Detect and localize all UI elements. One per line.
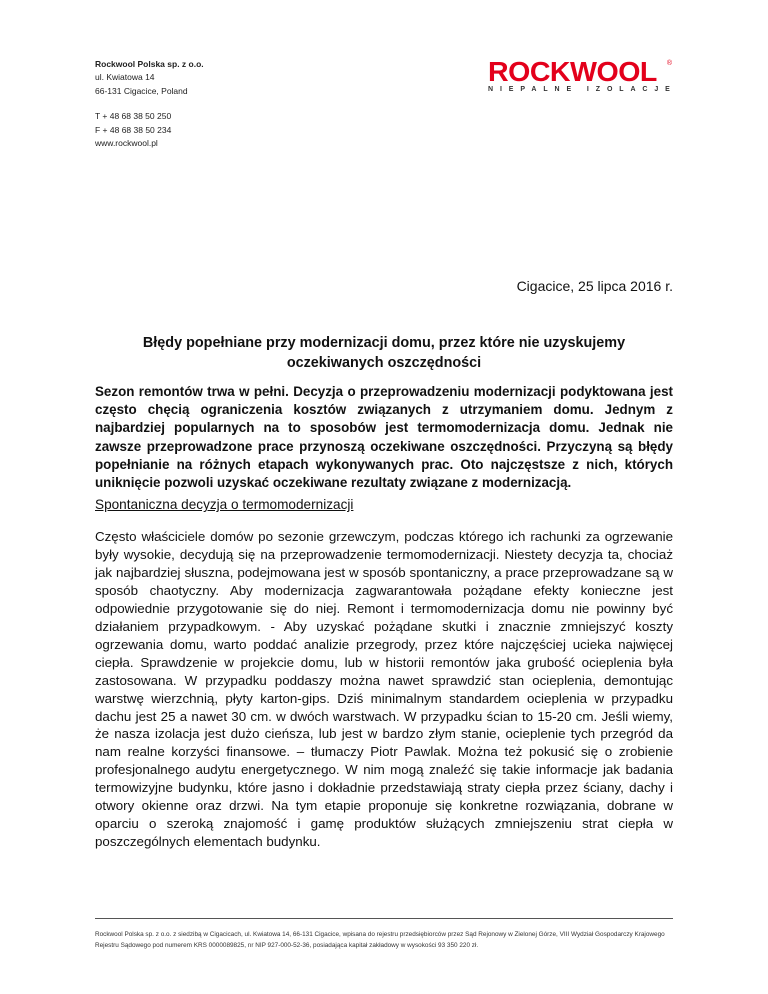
section-heading: Spontaniczna decyzja o termomodernizacji <box>95 497 354 512</box>
document-date: Cigacice, 25 lipca 2016 r. <box>516 278 673 294</box>
document-title: Błędy popełniane przy modernizacji domu, przez które nie uzyskujemy oczekiwanych oszczędności <box>142 335 626 371</box>
rockwool-logo <box>488 56 677 93</box>
lead-paragraph: Sezon remontów trwa w pełni. Decyzja o przeprowadzeniu modernizacji podyktowana jest często chęcią ograniczenia kosztów związanych z utrzymaniem domu. Jednym z najbardziej popularnych na to sposobów jest termomodernizacja domu. Jednak nie zawsze przeprowadzone prace przynoszą oczekiwane oszczędności. Przyczyną są błędy popełnianie na różnych etapach wykonywanych prac. Oto najczęstsze z nich, których uniknięcie pozwoli uzyskać oczekiwane rezultaty związane z modernizacją. <box>95 384 673 491</box>
phone-number: T + 48 68 38 50 250 <box>95 111 172 122</box>
company-name: Rockwool Polska sp. z o.o. <box>95 59 204 69</box>
footer-legal-text: Rockwool Polska sp. z o.o. z siedzibą w Cigacicach, ul. Kwiatowa 14, 66-131 Cigacice, wpisana do rejestru przedsiębiorców przez Sąd Rejonowy w Zielonej Górze, VIII Wydział Gospodarczy Krajowego Rejestru Sądowego pod numerem KRS 0000089825, nr NIP 927-000-52-36, posiadająca kapitał zakładowy w wysokości 93 350 220 zł. <box>95 931 665 949</box>
city-address: 66-131 Cigacice, Poland <box>95 85 188 96</box>
website-link[interactable]: www.rockwool.pl <box>95 138 158 149</box>
fax-number: F + 48 68 38 50 234 <box>95 124 172 135</box>
sender-address-block <box>95 58 204 150</box>
footer-divider <box>95 918 673 919</box>
logo-wordmark: ROCKWOOL <box>488 56 657 87</box>
address-spacer <box>95 98 204 110</box>
body-paragraph: Często właściciele domów po sezonie grzewczym, podczas którego ich rachunki za ogrzewanie były wysokie, decydują się na przeprowadzenie termomodernizacji. Niestety decyzja ta, chociaż jak najbardziej słuszna, podejmowana jest w sposób spontaniczny, a prace przeprowadzane są w sposób chaotyczny. Aby modernizacja zagwarantowała pożądane efekty konieczne jest odpowiednie przygotowanie się do niej. Remont i termomodernizacja domu nie powinny być działaniem przypadkowym. - Aby uzyskać pożądane skutki i znacznie zmniejszyć koszty ogrzewania domu, warto poddać analizie przegrody, przez które najczęściej ucieka najwięcej ciepła. Sprawdzenie w projekcie domu, lub w historii remontów jaka grubość ocieplenia była zastosowana. W przypadku poddaszy można nawet sprawdzić stan ocieplenia, demontując warstwę wierzchnią, płyty karton-gips. Dziś minimalnym standardem ocieplenia w przypadku dachu jest 25 a nawet 30 cm. w dwóch warstwach. W przypadku ścian to 15-20 cm. Jeśli wiemy, że nasza izolacja jest dużo cieńsza, lub jest w bardzo złym stanie, ocieplenie tych przegród da nam realne korzyści finansowe. – tłumaczy Piotr Pawlak. Można też pokusić się o zrobienie profesjonalnego audytu energetycznego. W nim mogą znaleźć się takie informacje jak badania termowizyjne budynku, które jasno i dokładnie przedstawiają straty ciepła przez ściany, dachy i otwory okienne oraz drzwi. Na tym etapie proponuje się konkretne rozwiązania, dobrane w oparciu o szeroką znajomość i gamę produktów służących zmniejszeniu strat ciepła w poszczególnych elementach budynku. <box>95 529 673 850</box>
street-address: ul. Kwiatowa 14 <box>95 72 155 83</box>
registered-mark: ® <box>666 60 672 67</box>
logo-tagline: NIEPALNE IZOLACJE <box>488 86 677 93</box>
